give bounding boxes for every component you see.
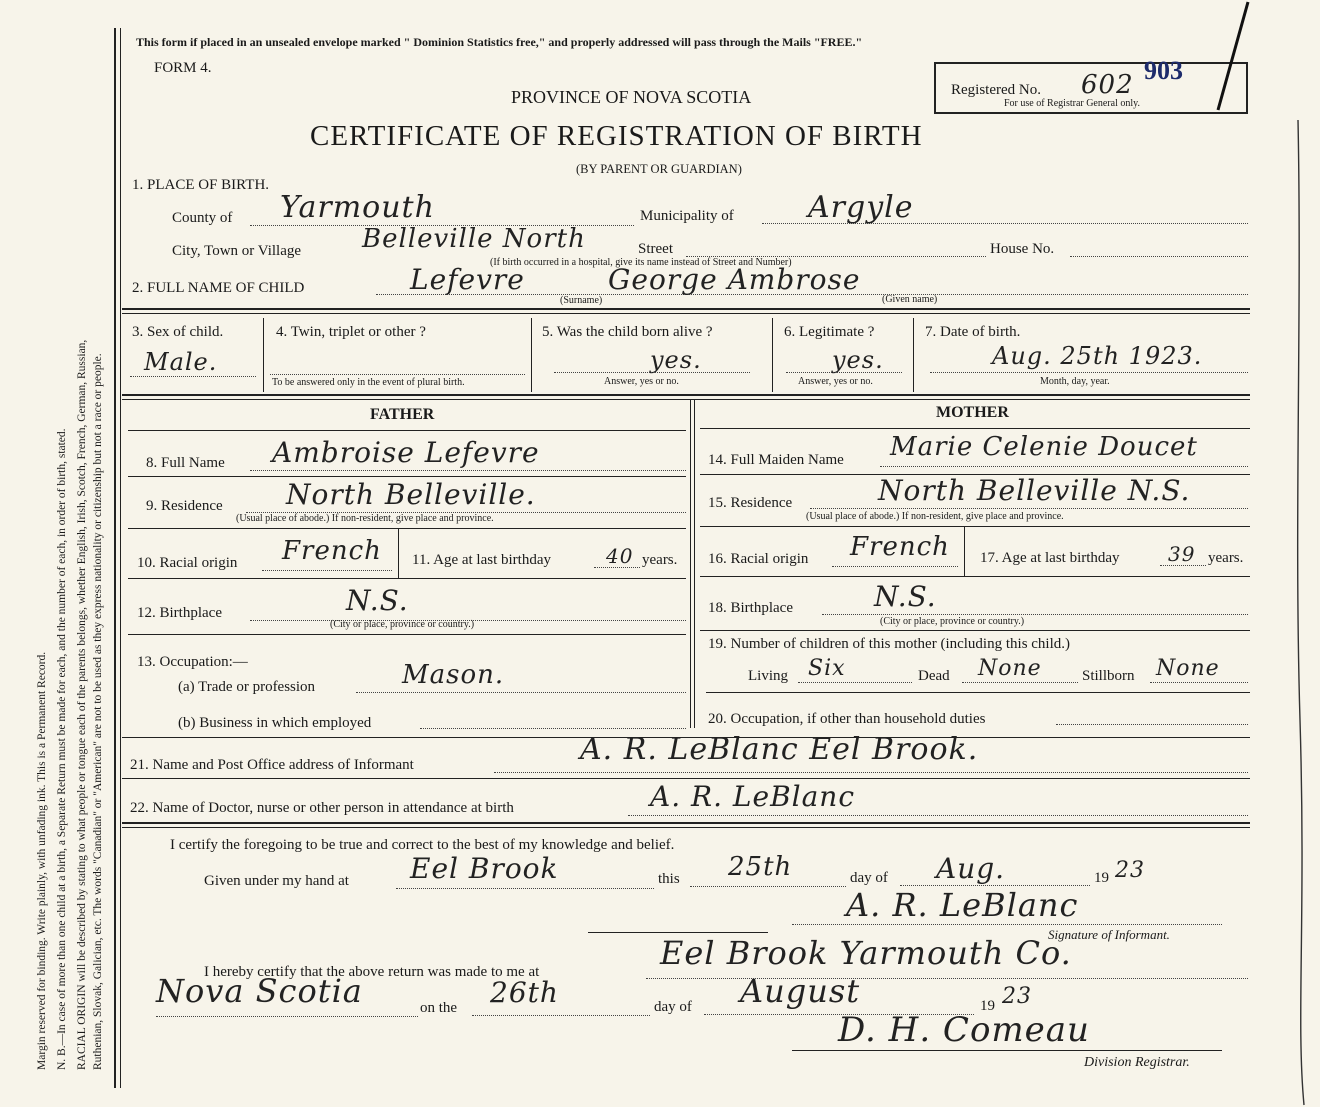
doctor-value: A. R. LeBlanc	[650, 780, 856, 813]
city-value: Belleville North	[362, 224, 586, 254]
mother-birthplace-value: N.S.	[874, 580, 937, 613]
certificate-title: CERTIFICATE OF REGISTRATION OF BIRTH	[310, 120, 923, 152]
registrar-place-value: Eel Brook Yarmouth Co.	[660, 934, 1072, 972]
sex-value: Male.	[144, 348, 218, 376]
mother-name-label: 14. Full Maiden Name	[708, 452, 844, 468]
twin-label: 4. Twin, triplet or other ?	[276, 324, 426, 340]
signature-caption: Signature of Informant.	[1048, 927, 1170, 942]
given-name-caption: (Given name)	[882, 294, 938, 305]
date-of-birth-value: Aug. 25th 1923.	[992, 342, 1203, 370]
hospital-note: (If birth occurred in a hospital, give its name instead of Street and Number)	[490, 257, 792, 268]
stillborn-value: None	[1156, 656, 1220, 681]
legitimate-note: Answer, yes or no.	[798, 376, 873, 387]
legitimate-label: 6. Legitimate ?	[784, 324, 875, 340]
living-value: Six	[808, 656, 846, 681]
date-of-birth-note: Month, day, year.	[1040, 376, 1110, 387]
certify-text: I certify the foregoing to be true and correct to the best of my knowledge and belief.	[170, 837, 675, 853]
child-given-name: George Ambrose	[608, 263, 861, 296]
informant-signature: A. R. LeBlanc	[846, 886, 1079, 924]
father-heading: FATHER	[370, 406, 435, 423]
born-alive-label: 5. Was the child born alive ?	[542, 324, 713, 340]
mother-name-value: Marie Celenie Doucet	[890, 432, 1198, 462]
dead-label: Dead	[918, 668, 950, 684]
division-registrar-caption: Division Registrar.	[1084, 1055, 1190, 1070]
binding-rule-inner	[120, 28, 121, 1088]
legitimate-value: yes.	[832, 346, 884, 374]
mother-occupation-label: 20. Occupation, if other than household duties	[708, 711, 986, 727]
margin-text-1: Margin reserved for binding. Write plainly, with unfading ink. This is a Permanent Record.	[36, 651, 48, 1070]
date-of-birth-label: 7. Date of birth.	[925, 324, 1021, 340]
trade-label: (a) Trade or profession	[178, 679, 316, 695]
margin-text-3: RACIAL ORIGIN will be described by stating to what people or tongue each of the parents belongs, whether English, Irish, Scotch, French, German, Russian,	[76, 339, 88, 1070]
registrar-month-value: August	[740, 972, 861, 1010]
certify-month-value: Aug.	[936, 852, 1006, 885]
mother-residence-label: 15. Residence	[708, 495, 793, 511]
father-race-value: French	[282, 536, 382, 566]
city-label: City, Town or Village	[172, 243, 302, 259]
margin-text-4: Ruthenian, Slovak, Galician, etc. The words "Canadian" or "American" are not to be used as they express nationality or citizenship but not a race or people.	[92, 353, 104, 1070]
living-label: Living	[748, 668, 788, 684]
father-age-value: 40	[606, 544, 634, 568]
father-birthplace-value: N.S.	[346, 584, 409, 617]
pen-stroke-mark	[1200, 0, 1260, 120]
county-label: County of	[172, 210, 233, 226]
children-count-label: 19. Number of children of this mother (including this child.)	[708, 636, 1071, 652]
mother-residence-value: North Belleville N.S.	[878, 474, 1191, 507]
child-surname: Lefevre	[410, 263, 525, 296]
registrar-year-prefix: 19	[980, 998, 995, 1014]
surname-caption: (Surname)	[560, 295, 603, 306]
registrar-general-note: For use of Registrar General only.	[1004, 98, 1140, 109]
registered-number-handwritten: 602	[1081, 70, 1134, 100]
doctor-label: 22. Name of Doctor, nurse or other person in attendance at birth	[130, 800, 514, 816]
father-residence-value: North Belleville.	[286, 478, 536, 511]
twin-note: To be answered only in the event of plural birth.	[272, 377, 465, 388]
stillborn-label: Stillborn	[1082, 668, 1135, 684]
day-of-label: day of	[850, 870, 888, 886]
certify-day-value: 25th	[728, 852, 793, 882]
street-label: Street	[638, 241, 673, 257]
this-label: this	[658, 871, 680, 887]
certify-year-value: 23	[1115, 858, 1145, 883]
father-race-label: 10. Racial origin	[137, 555, 238, 571]
certify-year-prefix: 19	[1094, 870, 1109, 886]
informant-label: 21. Name and Post Office address of Informant	[130, 757, 414, 773]
business-label: (b) Business in which employed	[178, 715, 372, 731]
given-place-value: Eel Brook	[410, 852, 559, 885]
mother-race-value: French	[850, 532, 950, 562]
father-name-value: Ambroise Lefevre	[272, 436, 540, 469]
father-birthplace-note: (City or place, province or country.)	[330, 619, 475, 630]
mother-residence-note: (Usual place of abode.) If non-resident, give place and province.	[806, 511, 1064, 522]
father-name-label: 8. Full Name	[146, 455, 225, 471]
binding-rule	[114, 28, 116, 1088]
mother-race-label: 16. Racial origin	[708, 551, 809, 567]
father-birthplace-label: 12. Birthplace	[137, 605, 222, 621]
registrar-day-value: 26th	[490, 976, 559, 1009]
born-alive-value: yes.	[650, 346, 702, 374]
father-residence-note: (Usual place of abode.) If non-resident, give place and province.	[236, 513, 494, 524]
given-under-label: Given under my hand at	[204, 873, 349, 889]
occupation-label: 13. Occupation:—	[137, 654, 248, 670]
father-age-years: years.	[642, 552, 678, 568]
sex-label: 3. Sex of child.	[132, 324, 224, 340]
certificate-subtitle: (BY PARENT OR GUARDIAN)	[576, 162, 742, 176]
informant-value: A. R. LeBlanc Eel Brook.	[580, 732, 979, 767]
municipality-value: Argyle	[808, 190, 914, 225]
father-residence-label: 9. Residence	[146, 498, 223, 514]
form-number: FORM 4.	[154, 60, 212, 76]
mother-birthplace-note: (City or place, province or country.)	[880, 616, 1025, 627]
child-name-label: 2. FULL NAME OF CHILD	[132, 280, 305, 296]
registrar-day-of-label: day of	[654, 999, 692, 1015]
mother-heading: MOTHER	[936, 404, 1009, 421]
trade-value: Mason.	[402, 660, 505, 690]
margin-text-2: N. B.—In case of more than one child at a birth, a Separate Return must be made for each, and the number of each, in order of birth, stated.	[56, 428, 68, 1070]
registrar-signature: D. H. Comeau	[838, 1010, 1090, 1050]
house-number-label: House No.	[990, 241, 1055, 257]
registrar-text: I hereby certify that the above return was made to me at	[204, 964, 540, 980]
place-of-birth-heading: 1. PLACE OF BIRTH.	[132, 177, 270, 193]
father-age-label: 11. Age at last birthday	[412, 552, 551, 568]
registered-label: Registered No.	[951, 82, 1041, 98]
registered-number-stamp: 903	[1144, 56, 1183, 85]
registrar-province-value: Nova Scotia	[156, 972, 363, 1010]
mother-birthplace-label: 18. Birthplace	[708, 600, 793, 616]
registrar-year-value: 23	[1002, 984, 1032, 1009]
dead-value: None	[978, 656, 1042, 681]
mother-age-years: years.	[1208, 550, 1244, 566]
province-heading: PROVINCE OF NOVA SCOTIA	[511, 87, 752, 107]
born-alive-note: Answer, yes or no.	[604, 376, 679, 387]
mail-notice: This form if placed in an unsealed envelope marked " Dominion Statistics free," and properly addressed will pass through the Mails "FREE."	[136, 35, 863, 49]
right-edge-pen-line	[1290, 120, 1320, 1107]
on-the-label: on the	[420, 1000, 458, 1016]
mother-age-label: 17. Age at last birthday	[980, 550, 1120, 566]
county-value: Yarmouth	[280, 190, 435, 225]
mother-age-value: 39	[1168, 542, 1196, 566]
municipality-label: Municipality of	[640, 208, 734, 224]
